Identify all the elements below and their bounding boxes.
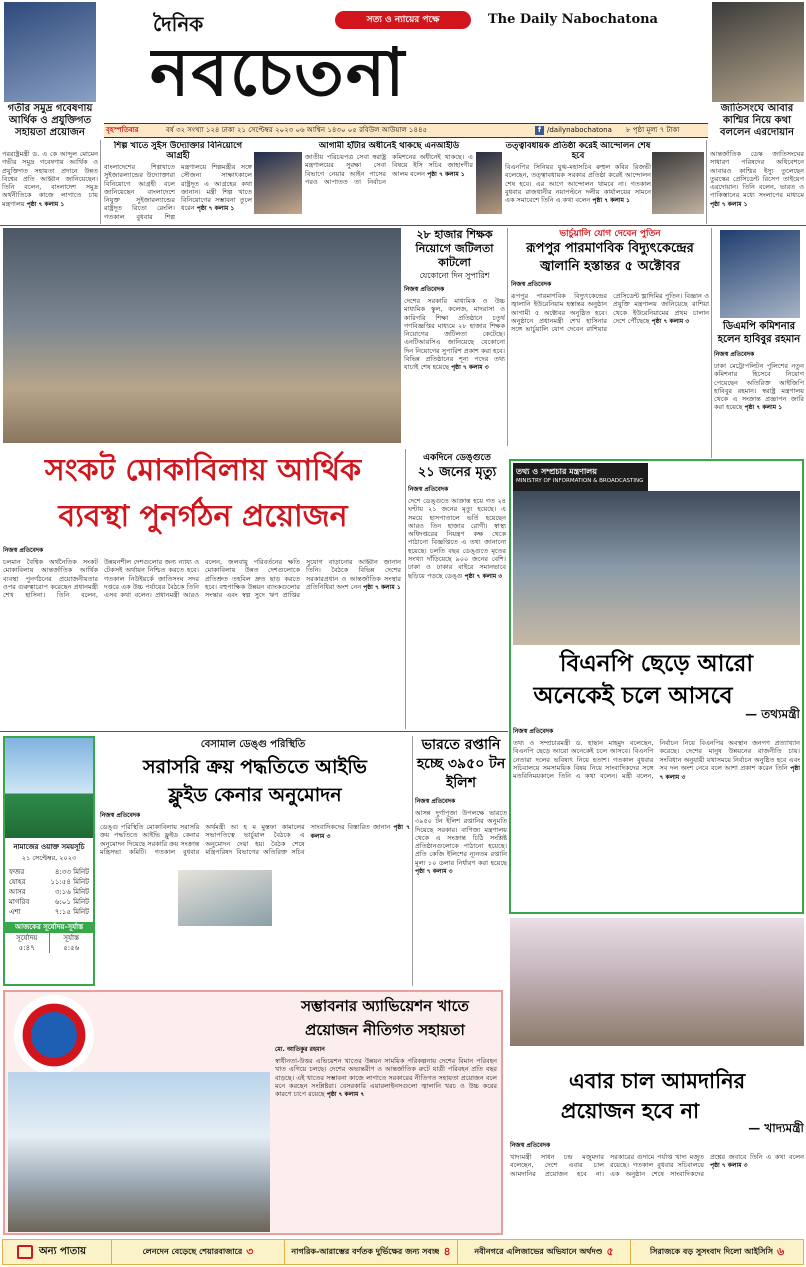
dateline-price: ৮ পৃষ্ঠা মূল্য ৭ টাকা	[626, 126, 680, 134]
story-teachers: ২৮ হাজার শিক্ষক নিয়োগে জটিলতা কাটলো যেকোনো দিন সুপারিশ নিজস্ব প্রতিবেদক দেশের সরকারি মাধ্যমিক ও উচ্চ মাধ্যমিক স্কুল, কলেজ, মাদরাসা ও কারিগরি শিক্ষা প্রতিষ্ঠানে চতুর্থ গণবিজ্ঞপ্তির মাধ্যমে ২৮ হাজার শিক্ষক নিয়োগের জটিলতা কেটেছে। এনটিআরসিএ জানিয়েছে যেকোনো দিন নিয়োগের সুপারিশ প্রকাশ করা হবে। বিভিন্ন প্রতিষ্ঠানের শূন্য পদের তথ্য যাচাই শেষ হয়েছে পৃষ্ঠা ৭ কলাম ৩	[404, 228, 505, 372]
prayer-time: ৪:৩৩ মিনিট	[54, 868, 89, 876]
footer-item-text: নবীনগরে এলিজাভের অভিযানে অর্থদণ্ড	[474, 1246, 603, 1256]
saline-photo	[178, 870, 272, 926]
story-swiss: শিল্প খাতে সুইস উদ্যোক্তার বিনিয়োগে আগ্রহী বাংলাদেশের শিল্পখাতে সুইজারল্যান্ডের উদ্যোক্তারা বিনিয়োগে আগ্রহী বলে জানিয়েছেন বাংলাদেশে নিযুক্ত সুইজারল্যান্ডের রাষ্ট্রদূত রিতো রেংলি। গতকাল বুধবার শিল্প মন্ত্রণালয়ে শিল্পমন্ত্রীর সঙ্গে সৌজন্য সাক্ষাৎকালে রাষ্ট্রদূত এ আগ্রহের কথা জানান। মন্ত্রী শিল্প খাতে বিনিয়োগের সম্ভাবনা তুলে ধরেন পৃষ্ঠা ৭ কলাম ১	[104, 141, 252, 221]
rice-headline-line1: এবার চাল আমদানির	[568, 1069, 746, 1093]
story-rooppur: ভার্চুয়ালি যোগ দেবেন পুতিন রূপপুর পারমাণবিক বিদ্যুৎকেন্দ্রের জ্বালানি হস্তান্তর ৫ অক্টোবর নিজস্ব প্রতিবেদক রূপপুর পারমাণবিক বিদ্যুৎকেন্দ্রের জ্বালানি ইউরেনিয়াম হস্তান্তর অনুষ্ঠান আগামী ৫ অক্টোবর অনুষ্ঠিত হবে। অনুষ্ঠানে প্রধানমন্ত্রী শেখ হাসিনার সঙ্গে ভার্চুয়ালি যোগ দেবেন রাশিয়ার প্রেসিডেন্ট ভ্লাদিমির পুতিন। বিজ্ঞান ও প্রযুক্তি মন্ত্রণালয় জানিয়েছে রাশিয়া থেকে ইউরেনিয়ামের প্রথম চালান দেশে পৌঁছেছে পৃষ্ঠা ৭ কলাম ৩	[511, 229, 709, 334]
aviation-headline-line2: প্রয়োজন নীতিগত সহায়তা	[305, 1021, 465, 1039]
ministry-banner-label-en: MINISTRY OF INFORMATION & BROADCASTING	[516, 478, 644, 484]
footer-item-page: ৬	[777, 1244, 785, 1258]
rice-headline-line2: প্রয়োজন হবে না	[560, 1099, 700, 1123]
main-photo	[3, 228, 401, 443]
mosque-image	[5, 738, 93, 838]
sunset-label: সূর্যাস্ত	[63, 934, 80, 942]
lead-story-body: নিজস্ব প্রতিবেদক চলমান বৈশ্বিক অর্থনৈতিক সংকট মোকাবিলায় আন্তর্জাতিক আর্থিক ব্যবস্থা পুনর্গঠনের প্রয়োজনীয়তার ওপর গুরুত্বারোপ করেছেন প্রধানমন্ত্রী শেখ হাসিনা। তিনি বলেন, উন্নয়নশীল দেশগুলোর জন্য ন্যায্য ও টেকসই অর্থায়ন নিশ্চিত করতে হবে। গতকাল নিউইয়র্কে জাতিসংঘ সদর দপ্তরে এক উচ্চ পর্যায়ের বৈঠকে তিনি এসব কথা বলেন। প্রধানমন্ত্রী আরও বলেন, জলবায়ু পরিবর্তনের ক্ষতি মোকাবিলায় উন্নত দেশগুলোকে প্রতিশ্রুত তহবিল দ্রুত ছাড় করতে হবে। বহুপাক্ষিক উন্নয়ন ব্যাংকগুলোর সংস্কার এবং স্বল্প সুদে ঋণ প্রাপ্তির সুযোগ বাড়ানোর আহ্বান জানান তিনি। বৈঠকে বিভিন্ন দেশের সরকারপ্রধান ও আন্তর্জাতিক সংস্থার প্রতিনিধিরা অংশ নেন পৃষ্ঠা ৭ কলাম ১	[3, 547, 401, 600]
footer-item-page: ৫	[606, 1244, 614, 1258]
masthead-tagline: সত্য ও ন্যায়ের পক্ষে	[335, 11, 471, 29]
ear-right-photo	[712, 2, 804, 102]
footer-item-link[interactable]	[630, 1240, 803, 1264]
footer-items	[111, 1240, 803, 1264]
story-caretaker-photo	[652, 152, 704, 214]
story-hilsa: ভারতে রপ্তানি হচ্ছে ৩৯৫০ টন ইলিশ নিজস্ব প্রতিবেদক আসন্ন দুর্গাপূজা উপলক্ষে ভারতে ৩৯৫০ টন ইলিশ রপ্তানির অনুমতি দিয়েছে সরকার। বাণিজ্য মন্ত্রণালয় থেকে এ সংক্রান্ত চিঠি সংশ্লিষ্ট প্রতিষ্ঠানগুলোকে পাঠানো হয়েছে। প্রতি কেজি ইলিশের ন্যূনতম রপ্তানি মূল্য ১০ ডলার নির্ধারণ করা হয়েছে পৃষ্ঠা ৭ কলাম ৩	[415, 737, 507, 876]
sunrise-label: সূর্যোদয়	[16, 934, 38, 942]
prayer-row	[9, 887, 89, 897]
prayer-name: ফজর	[9, 868, 25, 876]
aviation-photo	[8, 1072, 270, 1232]
story-swiss-headline: শিল্প খাতে সুইস উদ্যোক্তার বিনিয়োগে আগ্রহী	[113, 141, 243, 161]
saline-headline-line1: সরাসরি ক্রয় পদ্ধতিতে আইভি	[143, 756, 367, 778]
sunrise-time: ৫:৪৭	[18, 944, 35, 952]
facebook-icon: f	[535, 126, 544, 135]
prayer-times-box	[3, 736, 95, 986]
sun-title: আজকের সূর্যোদয়-সূর্যাস্ত	[5, 922, 93, 933]
dateline-facebook: /dailynabochatona	[547, 126, 612, 134]
lead-headline-line1: সংকট মোকাবিলায় আর্থিক	[44, 453, 362, 488]
prayer-row	[9, 867, 89, 877]
aviation-headline-line1: সম্ভাবনার অ্যাভিয়েশন খাতে	[301, 997, 469, 1015]
dateline-details: বর্ষ ৩২ সংখ্যা ১২৪ ঢাকা ২১ সেপ্টেম্বর ২০২৩ ০৬ আশ্বিন ১৪৩০ ০৫ রবিউল আউয়াল ১৪৪৫	[166, 126, 428, 134]
prayer-time: ৬:০১ মিনিট	[54, 898, 89, 906]
story-dmp-headline: ডিএমপি কমিশনার হলেন হাবিবুর রহমান	[717, 321, 801, 345]
prayer-time: ৭:১৫ মিনিট	[54, 908, 89, 916]
story-dengue: একদিনে ডেঙ্গুতে ২১ জনের মৃত্যু নিজস্ব প্রতিবেদক দেশে ডেঙ্গুতে আক্রান্ত হয়ে গত ২৪ ঘণ্টায় ২১ জনের মৃত্যু হয়েছে। এ সময়ে হাসপাতালে ভর্তি হয়েছেন আরও তিন হাজার রোগী। স্বাস্থ্য অধিদপ্তরের নিয়ন্ত্রণ কক্ষ থেকে পাঠানো বিজ্ঞপ্তিতে এ তথ্য জানানো হয়েছে। চলতি বছর ডেঙ্গুতে মৃতের সংখ্যা দাঁড়িয়েছে ৯০০ জনের বেশি। ঢাকা ও ঢাকার বাইরে সমানভাবে ছড়িয়ে পড়ছে ডেঙ্গু পৃষ্ঠা ৭ কলাম ৩	[408, 453, 506, 580]
saline-headline-line2: ফ্লুইড কেনার অনুমোদন	[168, 784, 342, 806]
footer-inside-label: অন্য পাতায়	[39, 1245, 86, 1257]
footer-item-text: নাগরিক-আরাম্ভের বর্ণতক দুর্ভিক্ষের জন্য সবচ্ছ	[291, 1246, 440, 1256]
saline-kicker: বেসামাল ডেঙ্গু পরিস্থিতি	[200, 739, 306, 750]
bnp-attribution: — তথ্যমন্ত্রী	[745, 707, 800, 721]
story-swiss-photo	[254, 152, 302, 214]
rice-attribution: — খাদ্যমন্ত্রী	[748, 1121, 804, 1135]
top-right-column: আন্তর্জাতিক ডেস্ক জাতিসংঘের সাধারণ পরিষদের অধিবেশনে আবারও কাশ্মির ইস্যু তুলেছেন তুরস্কের প্রেসিডেন্ট রিসেপ তাইয়েপ এরদোয়ান। তিনি বলেন, ভারত ও পাকিস্তানের মধ্যে সংলাপের মাধ্যমে পৃষ্ঠা ৭ কলাম ১	[710, 150, 804, 208]
story-dengue-headline: ২১ জনের মৃত্যু	[417, 465, 497, 480]
footer-bar	[2, 1239, 804, 1265]
footer-item-text: সিরাজকে বড় সুসংবাদ দিলো আইসিসি	[649, 1246, 774, 1256]
prayer-name: আসর	[9, 888, 26, 896]
aviation-story-body: মো. আতিকুর রহমান স্বাধীনতা-উত্তর এভিয়েশন খাতের উন্নয়ন সাময়িক পরিকল্পনায় দেশের বিমান পরিবহন খাত এগিয়ে চলছে। দেশের অভ্যন্তরীণ ও আন্তর্জাতিক রুটে যাত্রী পরিবহন প্রতি বছর বাড়ছে। এই খাতের সম্ভাবনা কাজে লাগাতে সরকারের নীতিগত সহায়তা প্রয়োজন বলে মনে করছেন সংশ্লিষ্টরা। বেসরকারি এয়ারলাইনসগুলো জ্বালানি খরচ ও উচ্চ করের কারণে চাপে রয়েছে পৃষ্ঠা ৭ কলাম ৭	[275, 1046, 497, 1099]
story-teachers-headline: ২৮ হাজার শিক্ষক নিয়োগে জটিলতা কাটলো	[415, 228, 494, 269]
footer-item-text: লেনদেন বেড়েছে শেয়ারবাজারে	[142, 1246, 243, 1256]
bnp-story-body: নিজস্ব প্রতিবেদক তথ্য ও সম্প্রচারমন্ত্রী ড. হাছান মাহমুদ বলেছেন, বিএনপি ছেড়ে আরো অনেকেই চলে আসবে। বিএনপি নেতারা দলের ভবিষ্যৎ নিয়ে হতাশ। গতকাল বুধবার সচিবালয়ে সমসাময়িক বিষয় নিয়ে সাংবাদিকদের সঙ্গে মতবিনিময়কালে তিনি এ কথা বলেন। মন্ত্রী বলেন, নির্বাচন নিয়ে বিএনপির অবস্থান জনগণ প্রত্যাখ্যান করেছে। দেশের মানুষ উন্নয়নের রাজনীতি চায়। সংবিধান অনুযায়ী যথাসময়ে নির্বাচন অনুষ্ঠিত হবে এবং সব দল অংশ নেবে বলে আশা প্রকাশ করেন তিনি পৃষ্ঠা ৭ কলাম ৩	[513, 728, 800, 782]
prayer-row	[9, 897, 89, 907]
dateline-bar	[104, 123, 708, 138]
ear-left-caption: গতীর সমুদ্র গবেষণায় আর্থিক ও প্রযুক্তিগত সহায়তা প্রয়োজন	[7, 103, 93, 138]
story-nid-photo	[476, 152, 502, 214]
rice-story-body: নিজস্ব প্রতিবেদক খাদ্যমন্ত্রী সাধন চন্দ্র মজুমদার বলেছেন, দেশে এবার চাল আমদানির প্রয়োজন হবে না। সরকারের গুদামে পর্যাপ্ত খাদ্য মজুত রয়েছে। গতকাল বুধবার সচিবালয়ে এক অনুষ্ঠান শেষে সাংবাদিকদের প্রশ্নের জবাবে তিনি এ কথা বলেন পৃষ্ঠা ৭ কলাম ৩	[510, 1142, 804, 1178]
ear-right-caption: জাতিসংঘে আবার কাশ্মির নিয়ে কথা বললেন এরদোয়ান	[720, 103, 794, 138]
prayer-caption: নামাজের ওয়াক্ত সময়সূচি	[13, 843, 85, 851]
ministry-banner-label: তথ্য ও সম্প্রচার মন্ত্রণালয়	[516, 467, 597, 476]
prayer-row	[9, 877, 89, 887]
masthead-english-title: The Daily Nabochatona	[488, 12, 658, 27]
story-caretaker-headline: তত্ত্বাবধায়ক প্রতিষ্ঠা করেই আন্দোলন শেষ হবে	[505, 141, 651, 161]
bnp-headline-line1: বিএনপি ছেড়ে আরো	[559, 651, 754, 677]
top-left-column: পররাষ্ট্রমন্ত্রী ড. এ কে আব্দুল মোমেন গভীর সমুদ্র গবেষণায় আর্থিক ও প্রযুক্তিগত সহায়তা প্রদানে উন্নত বিশ্বের প্রতি আহ্বান জানিয়েছেন। তিনি বলেন, বাংলাদেশ সমুদ্র অর্থনীতিকে কাজে লাগাতে চায় মন্ত্রণালয় পৃষ্ঠা ৭ কলাম ১	[2, 150, 98, 208]
story-nid-headline: আগামী হাঁটার অধীনেই থাকছে এনআইডি	[318, 141, 460, 151]
ministry-banner	[513, 463, 648, 491]
rice-story-photo	[510, 918, 804, 1046]
story-rooppur-headline: রূপপুর পারমাণবিক বিদ্যুৎকেন্দ্রের জ্বালানি হস্তান্তর ৫ অক্টোবর	[526, 241, 694, 274]
newspaper-icon	[17, 1245, 33, 1259]
prayer-name: এশা	[9, 908, 21, 916]
aviation-logo	[14, 995, 94, 1075]
dateline-day: বৃহস্পতিবার	[106, 126, 139, 134]
prayer-time: ১১:৫৪ মিনিট	[50, 878, 89, 886]
footer-item-link[interactable]	[457, 1240, 630, 1264]
prayer-row	[9, 907, 89, 917]
bnp-story-photo	[513, 491, 800, 645]
footer-item-link[interactable]	[284, 1240, 457, 1264]
story-dmp: ডিএমপি কমিশনার হলেন হাবিবুর রহমান নিজস্ব প্রতিবেদক ঢাকা মেট্রোপলিটন পুলিশের নতুন কমিশনার হিসেবে নিয়োগ পেয়েছেন অতিরিক্ত আইজিপি হাবিবুর রহমান। স্বরাষ্ট্র মন্ত্রণালয় থেকে এ সংক্রান্ত প্রজ্ঞাপন জারি করা হয়েছে পৃষ্ঠা ৭ কলাম ১	[714, 321, 804, 412]
lead-headline-line2: ব্যবস্থা পুনর্গঠন প্রয়োজন	[58, 499, 348, 534]
story-nid: আগামী হাঁটার অধীনেই থাকছে এনআইডি জাতীয় পরিচয়পত্র সেবা স্বরাষ্ট্র মন্ত্রণালয়ের সুরক্ষা সেবা বিভাগে নেয়ার আইন পাসের পরও আপাতত তা নির্বাচন কমিশনের অধীনেই থাকছে। এ বিষয়ে ইসি সচিব জাহাংগীর আলম বলেন পৃষ্ঠা ৭ কলাম ১	[305, 141, 473, 186]
saline-story-body: নিজস্ব প্রতিবেদক ডেঙ্গু পরিস্থিতি মোকাবিলায় সরাসরি ক্রয় পদ্ধতিতে আইভি ফ্লুইড কেনার অনুমোদন দিয়েছে সরকারি ক্রয় সংক্রান্ত মন্ত্রিসভা কমিটি। গতকাল বুধবার অর্থমন্ত্রী আ হ ম মুস্তফা কামালের সভাপতিত্বে ভার্চুয়াল বৈঠকে এ অনুমোদন দেয়া হয়। বৈঠক শেষে মন্ত্রিপরিষদ বিভাগের অতিরিক্ত সচিব সাংবাদিকদের বিস্তারিত জানান পৃষ্ঠা ৭ কলাম ৩	[100, 812, 410, 856]
story-caretaker: তত্ত্বাবধায়ক প্রতিষ্ঠা করেই আন্দোলন শেষ হবে বিএনপির সিনিয়র যুগ্ম-মহাসচিব রুহুল কবির রিজভী বলেছেন, তত্ত্বাবধায়ক সরকার প্রতিষ্ঠা করেই আন্দোলন শেষ হবে। এর আগে আন্দোলন থামবে না। গতকাল বুধবার রাজধানীর নয়াপল্টনে দলীয় কার্যালয়ের সামনে এক সমাবেশে তিনি এ কথা বলেন পৃষ্ঠা ৭ কলাম ১	[505, 141, 651, 205]
prayer-time: ৩:১৬ মিনিট	[54, 888, 89, 896]
footer-item-link[interactable]	[111, 1240, 284, 1264]
story-dengue-kicker: একদিনে ডেঙ্গুতে	[423, 453, 491, 463]
prayer-name: যোহর	[9, 878, 26, 886]
ear-left-photo	[4, 2, 96, 102]
story-hilsa-headline: ভারতে রপ্তানি হচ্ছে ৩৯৫০ টন ইলিশ	[416, 737, 506, 791]
masthead-title: নবচেতনা	[150, 34, 407, 111]
prayer-rows	[5, 867, 93, 917]
prayer-name: মাগরিব	[9, 898, 30, 906]
story-dmp-photo	[720, 230, 800, 318]
masthead-title-small: দৈনিক	[153, 12, 204, 36]
bnp-headline-line2: অনেকেই চলে আসবে	[533, 683, 733, 709]
footer-item-page: ৪	[443, 1244, 451, 1258]
story-rooppur-kicker: ভার্চুয়ালি যোগ দেবেন পুতিন	[559, 229, 661, 239]
prayer-date: ২১ সেপ্টেম্বর, ২০২৩	[21, 854, 77, 862]
sunset-time: ৫:৫৬	[63, 944, 80, 952]
footer-item-page: ৩	[246, 1244, 254, 1258]
story-teachers-subheadline: যেকোনো দিন সুপারিশ	[419, 271, 490, 280]
